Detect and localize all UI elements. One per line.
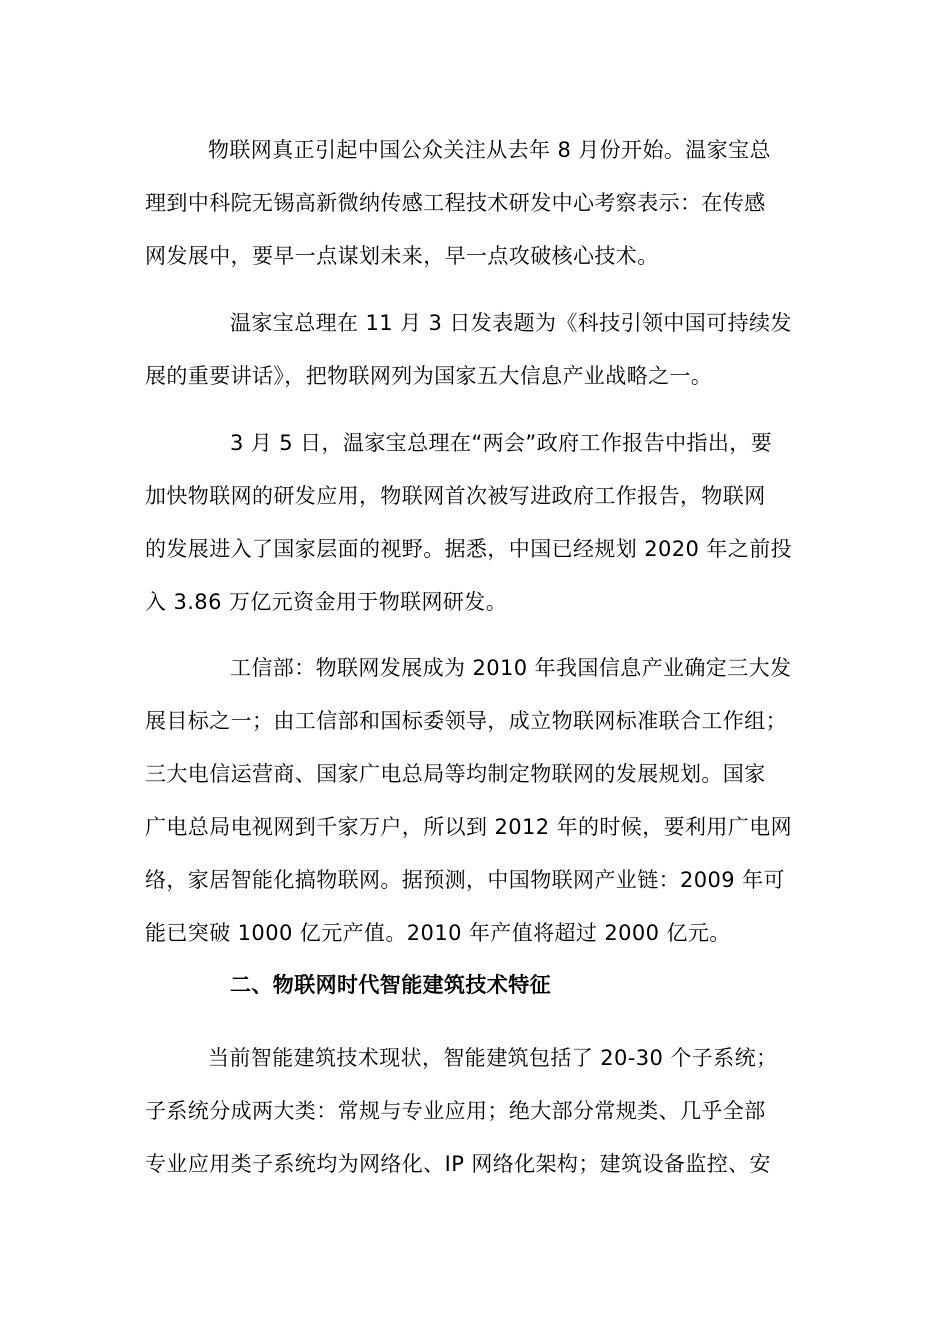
paragraph-4 [145, 642, 810, 960]
paragraph-line: 3 月 5 日，温家宝总理在“两会”政府工作报告中指出，要 [230, 431, 773, 455]
paragraph-line: 理到中科院无锡高新微纳传感工程技术研发中心考察表示：在传感 [145, 191, 766, 215]
paragraph-line: 入 3.86 万亿元资金用于物联网研发。 [145, 590, 508, 614]
paragraph-line: 展的重要讲话》，把物联网列为国家五大信息产业战略之一。 [145, 364, 713, 388]
paragraph-5 [145, 1032, 810, 1191]
paragraph-line: 温家宝总理在 11 月 3 日发表题为《科技引领中国可持续发 [230, 311, 792, 335]
paragraph-line: 当前智能建筑技术现状，智能建筑包括了 20-30 个子系统； [208, 1046, 778, 1070]
paragraph-1 [145, 124, 810, 283]
paragraph-line: 的发展进入了国家层面的视野。据悉，中国已经规划 2020 年之前投 [145, 537, 792, 561]
paragraph-line: 三大电信运营商、国家广电总局等均制定物联网的发展规划。国家 [145, 762, 766, 786]
paragraph-line: 物联网真正引起中国公众关注从去年 8 月份开始。温家宝总 [208, 138, 771, 162]
paragraph-line: 工信部：物联网发展成为 2010 年我国信息产业确定三大发 [230, 656, 792, 680]
paragraph-line: 广电总局电视网到千家万户，所以到 2012 年的时候，要利用广电网 [145, 815, 792, 839]
paragraph-line: 网发展中，要早一点谋划未来，早一点攻破核心技术。 [145, 244, 659, 268]
paragraph-line: 能已突破 1000 亿元产值。2010 年产值将超过 2000 亿元。 [145, 921, 731, 945]
paragraph-line: 加快物联网的研发应用，物联网首次被写进政府工作报告，物联网 [145, 484, 766, 508]
paragraph-2 [145, 297, 810, 403]
paragraph-line: 子系统分成两大类：常规与专业应用；绝大部分常规类、几乎全部 [145, 1099, 766, 1123]
section-heading: 二、物联网时代智能建筑技术特征 [230, 973, 551, 997]
paragraph-line: 络，家居智能化搞物联网。据预测，中国物联网产业链：2009 年可 [145, 868, 785, 892]
paragraph-3 [145, 417, 810, 629]
paragraph-line: 展目标之一；由工信部和国标委领导，成立物联网标准联合工作组； [145, 709, 787, 733]
paragraph-line: 专业应用类子系统均为网络化、IP 网络化架构；建筑设备监控、安 [145, 1152, 771, 1176]
